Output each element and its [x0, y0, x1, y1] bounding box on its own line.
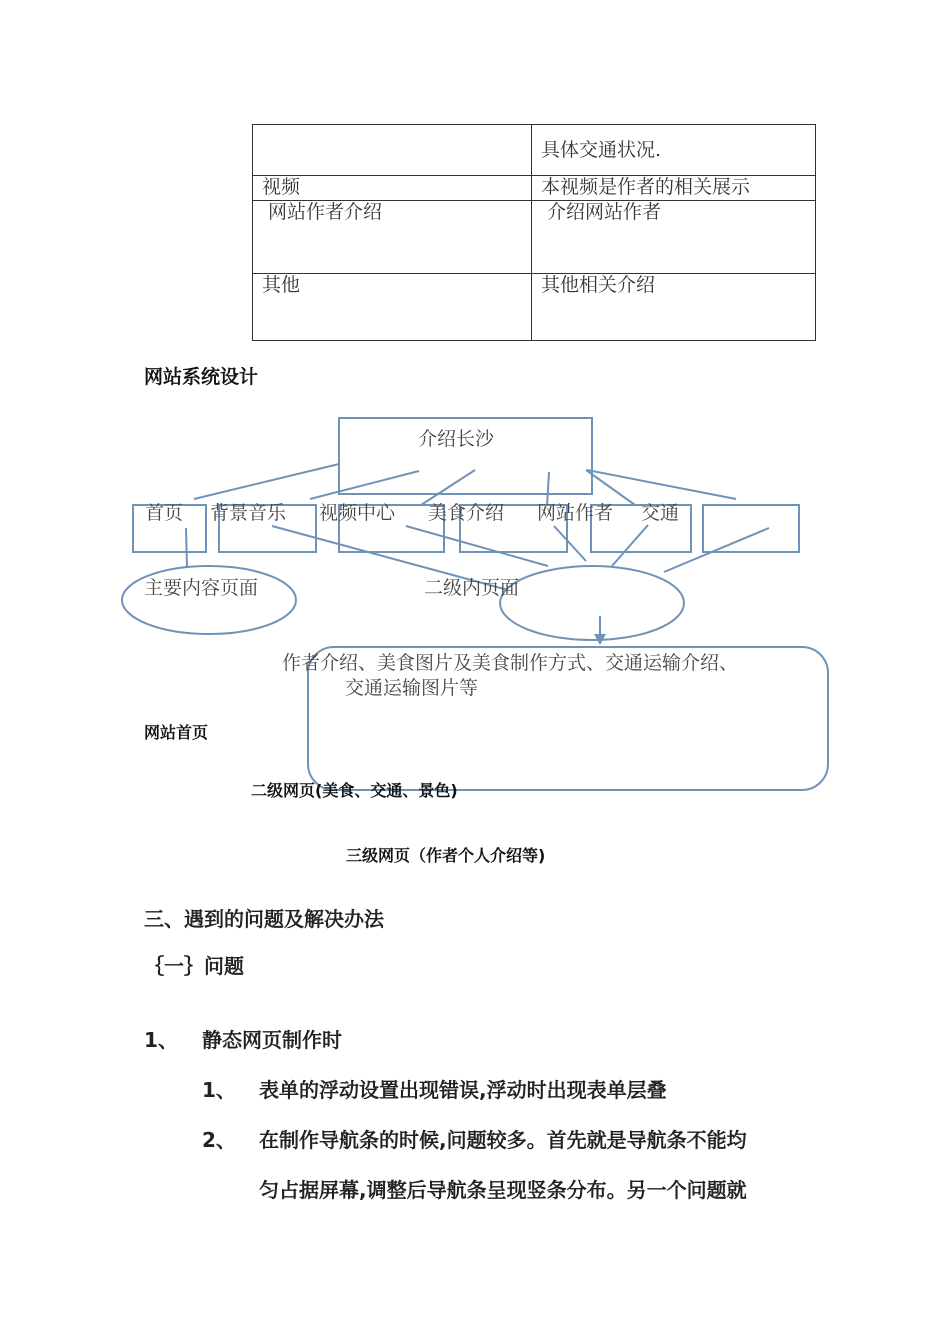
main-page-label: 主要内容页面: [144, 577, 259, 599]
section3-subtitle: ｛一｝问题: [144, 954, 244, 978]
sub-item-text: 在制作导航条的时候,问题较多。首先就是导航条不能均: [259, 1128, 747, 1152]
connector: [554, 526, 586, 561]
sub-item-text: 表单的浮动设置出现错误,浮动时出现表单层叠: [259, 1078, 667, 1102]
table-cell: 视频: [253, 176, 532, 201]
table-cell: 其他相关介绍: [532, 274, 816, 341]
level-second: 二级网页(美食、交通、景色): [251, 781, 458, 800]
connector: [194, 464, 339, 499]
table-cell: 介绍网站作者: [532, 201, 816, 274]
nav-label-author: 网站作者: [537, 502, 614, 524]
nav-box-traffic: [703, 505, 799, 552]
table-cell: 本视频是作者的相关展示: [532, 176, 816, 201]
table-cell: 具体交通状况.: [532, 125, 816, 176]
sub-item-number: 2、: [202, 1128, 236, 1152]
nav-label-video: 视频中心: [319, 502, 396, 524]
nav-label-food: 美食介绍: [428, 502, 505, 524]
root-label: 介绍长沙: [418, 428, 495, 450]
connector: [587, 470, 736, 499]
connector: [186, 528, 187, 567]
section-title: 网站系统设计: [144, 366, 259, 388]
list-item-number: 1、: [144, 1028, 178, 1052]
connector: [612, 525, 648, 566]
connector: [664, 528, 769, 572]
sub-item-number: 1、: [202, 1078, 236, 1102]
list-item-text: 静态网页制作时: [202, 1028, 342, 1052]
table-cell: 网站作者介绍: [253, 201, 532, 274]
level-home: 网站首页: [144, 723, 209, 742]
nav-label-traffic: 交通: [641, 502, 680, 524]
second-page-label: 二级内页面: [424, 577, 520, 599]
connector: [406, 526, 548, 566]
detail-label-line1: 作者介绍、美食图片及美食制作方式、交通运输介绍、: [282, 652, 739, 674]
nav-label-music: 背景音乐: [210, 502, 287, 524]
table-cell: 其他: [253, 274, 532, 341]
nav-label-home: 首页: [145, 502, 184, 524]
section3-title: 三、遇到的问题及解决办法: [144, 907, 384, 931]
second-page-ellipse: [500, 566, 684, 640]
detail-label-line2: 交通运输图片等: [345, 677, 479, 699]
sub-item-continuation: 匀占据屏幕,调整后导航条呈现竖条分布。另一个问题就: [259, 1178, 747, 1202]
level-third: 三级网页（作者个人介绍等): [346, 846, 546, 865]
